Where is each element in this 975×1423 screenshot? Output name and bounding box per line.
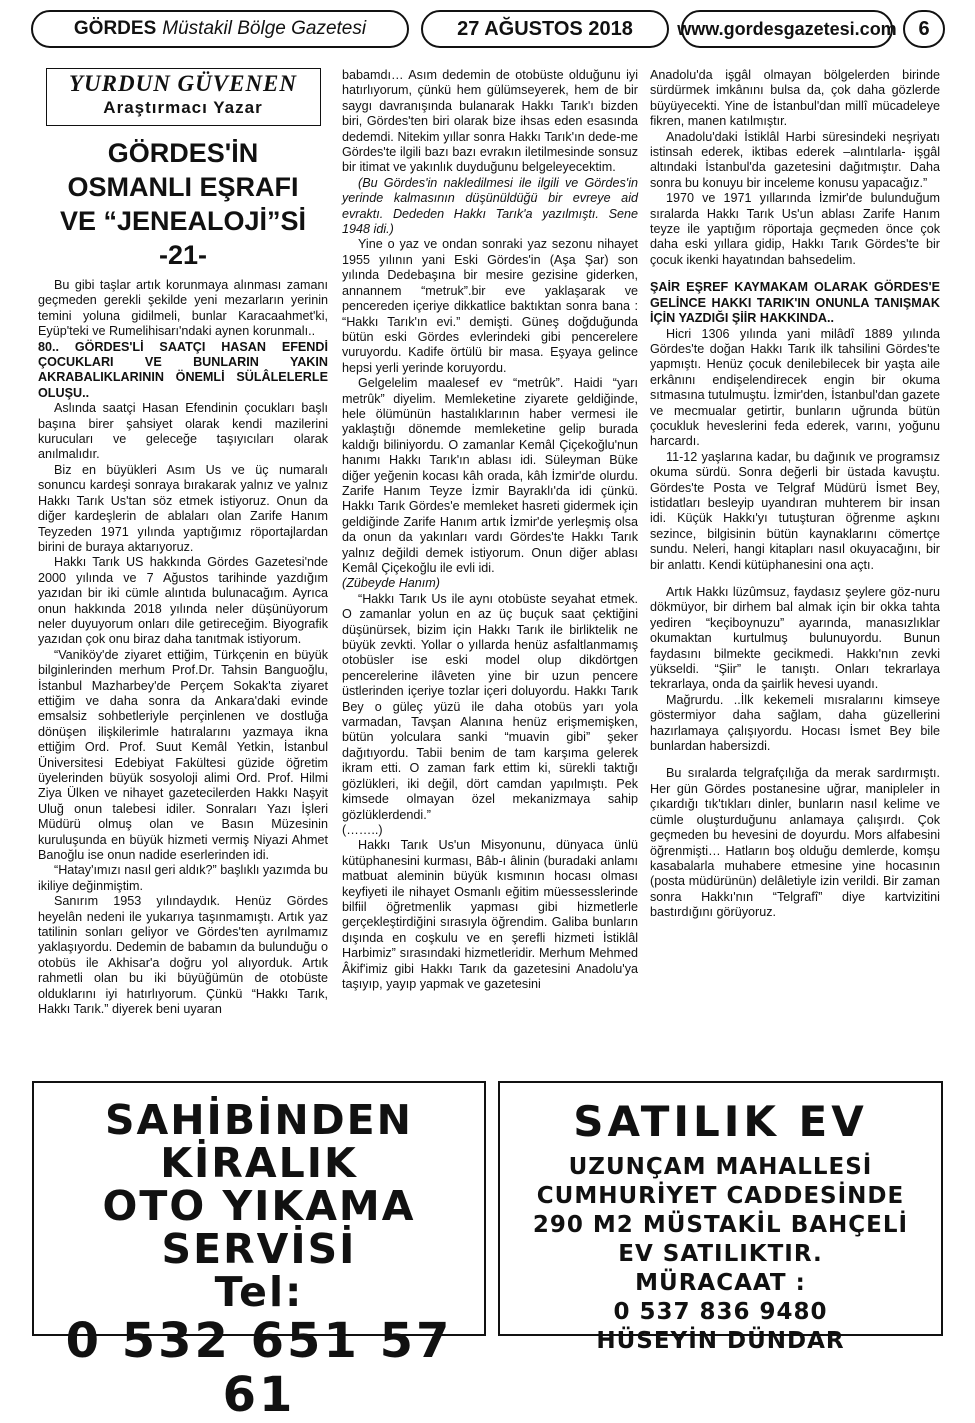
paragraph: Hakkı Tarık Us'un Misyonunu, dünyaca ünlü kütüphanesini kurması, Bâb-ı âlinin (buradaki anlamı matbuat aleminin büyük kısmının hocası olması keyfiyeti ile nihayet Osmanlı eğitim müessesslerinde bilfiil öğretmenlik yapması gibi hizmetlerle gerçekleştirdiğini sırasıyla öğrendim. Galiba bunların dışında en coşkulu ve en şerefli hizmeti İstiklâl Harbimiz” sırasındaki hizmetleridir. Merhum Mehmed Âkif'imiz gibi Hakkı Tarık da gazetesini Anadolu'ya taşıyıp, yayıp yapmak ve gazetesini <box>342 838 638 991</box>
paragraph: (Zübeyde Hanım) <box>342 576 440 591</box>
paper-subtitle: Müstakil Bölge Gazetesi <box>162 18 367 39</box>
classified-ad-house-sale <box>498 1081 943 1354</box>
page-header <box>31 10 943 50</box>
ad-phone: 0 537 836 9480 <box>613 1299 828 1325</box>
ad-line: KİRALIK <box>160 1139 358 1187</box>
paragraph: Sanırım 1953 yılındaydık. Henüz Gördes heyelân nedeni ile yukarıya taşınmamıştı. Artık yaz tatilinin sonları geliyor ve Gördes'ten ayrılmamız yaklaşıyordu. Dedemin de babamın da bulunduğu o otobüs ile Akhisar'a doğru yol alıyorduk. Artık rahmetli olan bu iki büyüğümün de otobüste olduklarını iyi hatırlıyorum. Çünkü “Hakkı Tarık, Hakkı Tarık.” diyerek beni uyaran <box>38 894 328 1017</box>
paragraph: “Hatay'ımızı nasıl geri aldık?” başlıklı yazımda bu ikiliye değinmiştim. <box>38 863 328 893</box>
headline-line: OSMANLI EŞRAFI <box>67 172 299 202</box>
ad-line: SAHİBİNDEN <box>104 1096 413 1144</box>
ad-phone: 0 532 651 57 61 <box>65 1313 453 1423</box>
website-link[interactable]: www.gordesgazetesi.com <box>681 10 893 48</box>
ad-line: CUMHURİYET CADDESİNDE <box>536 1183 905 1209</box>
ad-line: OTO YIKAMA <box>102 1182 416 1230</box>
ad-line: UZUNÇAM MAHALLESİ <box>568 1154 873 1180</box>
paragraph: Anadolu'da işgâl olmayan bölgelerden birinde sürdürmek imkânını bulsa da, çok daha gözlerde büyüyecekti. Yine de İstanbul'dan millî mücadeleye fikren, manen katılmıştır. <box>650 68 940 129</box>
section-heading: 80.. GÖRDES'Lİ SAATÇI HASAN EFENDİ ÇOCUKLARI VE BUNLARIN YAKIN AKRABALIKLARININ ÖNEMLİ SÜLÂLELERLE OLUŞU.. <box>38 339 328 400</box>
paragraph: Anadolu'daki İstiklâl Harbi süresindeki neşriyatı istinsah ederek, iktibas ederek –alıntılarla- işgâl altındaki İstanbul'da gazetesini dağıtmıştır. Daha sonra bu konuyu bir inceleme konusu yapacağız.” <box>650 129 940 190</box>
paragraph: (Bu Gördes'in nakledilmesi ile ilgili ve Gördes'in yerinde kalmasının düşünüldüğü bir evreye aid evraktı. Dededen Hakkı Tarık'a yazılmıştı. Sene 1948 idi.) <box>342 175 638 237</box>
paragraph: “Vaniköy'de ziyaret ettiğim, Türkçenin en büyük bilginlerinden merhum Prof.Dr. Tahsin Banguoğlu, İstanbul Mazharbey'de Perçem Sokak'ta ziyaret ettiğim ve daha sonra da Ankara'daki evinde emsalsiz sohbetleriyle perçinlenen ve dostluğa dönüşen ilişkilerimle hatıralarını yazmaya ikna ettiğim Ord. Prof. Suut Kemâl Yetkin, İstanbul Üniversitesi Edebiyat Fakültesi güzide öğretim üyelerinden büyük sosyoloji alimi Ord. Prof. Hilmi Ziya Ülken ve nihayet gazetecilerden Hakkı Naşyit Uluğ onun talebesi idiler. Sonraları Yazı İşleri Müdürü olmuş olan ve Basın Müzesinin kuruluşunda en büyük hizmeti vermiş Niyazi Ahmet Banoğlu ise onun nadide eserlerinden idi. <box>38 647 328 863</box>
paragraph: Mağrurdu. ..İlk kekemeli mısralarını kimseye göstermiyor daha sağlam, daha güzellerini hazırlamaya çalışıyordu. Hocası İsmet Bey bile bunlardan habersizdi. <box>650 692 940 754</box>
headline-line: VE “JENEALOJİ”Sİ -21- <box>59 206 307 270</box>
paragraph: (……..) <box>342 822 383 837</box>
paragraph: Biz en büyükleri Asım Us ve üç numaralı sonuncu kardeşi sonraya bırakarak yalnız ve yalnız Hakkı Tarık Us'tan söz etmek istiyoruz. Onun da diğer kardeşlerin de ablaları olan Zarife Hanım Teyzeden 1971 yılında yaptığımız röportajlardan birini de buraya aktarıyoruz. <box>38 462 328 554</box>
headline-line: GÖRDES'İN <box>107 138 259 168</box>
paragraph: Gelgelelim maalesef ev “metrûk”. Haidi “yarı metrûk” diyelim. Memleketine ziyarete geldiğinde, hele ölümünün hastalıklarının haber vermesi ile yaklaştığı dönemde memleketine gelip burada kaldığı biliniyordu. O zamanlar Kemâl Çiçekoğlu'nun hanımı Hakkı Tarık'ın ablası idi. Süleyman Büke diğer yeğenin kocası kâh orada, kâh İzmir'de olurdu. Zarife Hanım Teyze İzmir Bayraklı'da idi çünkü. Hakkı Tarık Gördes'e memleket hasreti gidermek için geldiğinde Zarife Hanım artık İzmir'de yerleşmiş olsa da onun da yakınları vardı Gördes'te Hakkı Tarık yalnız değildi demek istiyorum. Onun diğer ablası Kemâl Çiçekoğlu ile evli idi. <box>342 376 638 575</box>
classified-ad-car-wash <box>32 1081 486 1423</box>
paragraph: Artık Hakkı lüzûmsuz, faydasız şeylere göz-nuru dökmüyor, bir dirhem bal almak için bir okka tahta yediren “keçiboynuzu” ayarında, manasızlıklar okumaktan kurtulmuş bulunuyordu. Bunun faydasını bilmekte gecikmedi. Hakkı'nın zevki yükseldi. “Şiir” le tanıştı. Onları tekrarlaya tekrarlaya, onda da şairlik hevesi uyandı. <box>650 585 940 692</box>
author-name: YURDUN GÜVENEN <box>68 71 298 96</box>
ad-contact-name: HÜSEYİN DÜNDAR <box>596 1328 845 1354</box>
paragraph: babamdı… Asım dedemin de otobüste olduğunu iyi hatırlıyorum, çünkü hem gülümseyerek, hem de bir saygı davranışında bulanarak Hakkı Tarık'ı bizden biri, Gördes'ten biri olarak bize ihsas eden esasında dedemdi. Nitekim yıllar sonra Hakkı Tarık'ın dede-me Gördes'te ilgili bazı bazı evrakın iletilmesinde sonsuz bir itimat ve yakınlık duyduğunu belgeleyecektim. <box>342 68 638 175</box>
ad-line: EV SATILIKTIR. <box>618 1241 823 1267</box>
issue-date: 27 AĞUSTOS 2018 <box>421 10 669 48</box>
article-headline <box>38 136 328 272</box>
paragraph: Bu sıralarda telgrafçılığa da merak sardırmıştı. Her gün Gördes postanesine uğrar, manipleler in çıkardığı tık'tıkları dinler, bunların nasıl kelime ve cümle oluşturduğunu anlamaya çalışırdı. Çok geçmeden bu hevesini de doyurdu. Mors alfabesini öğrenmişti… Hatların boş olduğu demlerde, komşu kasabalarla muhabere etmesine yine hocasının (posta müdürünün) delâletiyle izin verildi. Bir zaman sonra Hakkı'nın “Telgrafî” diye kartvizitini bastırdığını görüyoruz. <box>650 766 940 920</box>
ad-line: SERVİSİ <box>161 1225 357 1273</box>
ad-title: SATILIK EV <box>573 1097 868 1146</box>
paragraph: Hakkı Tarık US hakkında Gördes Gazetesi'nde 2000 yılında ve 7 Ağustos tarihinde yazdığım yazıdan bir iki cümle alıntıda bulunacağım. Ayrıca onun hakkında 2018 yılında neler düşünüyorum neler duyuyorum onları dile getireceğim. Biyografik yazıdan çok onu biraz daha tanıtmak istiyorum. <box>38 555 328 647</box>
ad-line: 290 M2 MÜSTAKİL BAHÇELİ <box>532 1212 909 1238</box>
masthead-name <box>31 10 409 48</box>
paragraph: 1970 ve 1971 yıllarında İzmir'de bulunduğum sıralarda Hakkı Tarık Us'un ablası Zarife Hanım teyze ile yaptığım röportaja geçmeden önce çok daha eski yıllara gidip, Hakkı Tarık Gördes'te bir çocuk ikenki hayatından bahsedelim. <box>650 191 940 267</box>
ad-line: MÜRACAAT : <box>635 1270 806 1296</box>
ad-line: Tel: <box>214 1268 304 1316</box>
paragraph: Aslında saatçi Hasan Efendinin çocukları başlı başına birer şahsiyet olarak kendi mazilerini kurucuları ve geleceğe taşıyıcıları olarak anılmalıdır. <box>38 401 328 462</box>
paragraph: Yine o yaz ve ondan sonraki yaz sezonu nihayet 1955 yılının yani Eski Gördes'in (Aşa Şar) son yılında Dedebaşına bir mesire gezisine giderken, annannem “metruk”.bir eve yaklaşarak ve pencereden içeriye dikkatlice baktıktan sonra bana : “Hakkı Tarık'ın evi.” demişti. Güneş doğduğunda bütün eski Gördes evlerindeki gibi pencerelere vuruyordu. Kadife örtülü bir masa. Eşyaya gelince hepsi yerli yerinde koruyordu. <box>342 237 638 375</box>
author-role: Araştırmacı Yazar <box>103 98 263 117</box>
paragraph: 11-12 yaşlarına kadar, bu dağınık ve programsız okuma sürdü. Sonra değerli bir üstada kavuştu. Gördes'te Posta ve Telgraf Müdürü İsmet Bey, istidatları besleyip uyandıran muhterem bir insan idi. Küçük Hakkı'yı tutuşturan öğrenme aşkını sezince, bilgisinin bütün kaynaklarını cömertçe sundu. Neleri, hangi kitapları nasıl okuyacağını, bir bir anlattı. Kendi kütüphanesini ona açtı. <box>650 449 940 572</box>
paragraph: “Hakkı Tarık Us ile aynı otobüste seyahat etmek. O zamanlar yolun en az üç buçuk saat çektiğini düşünürsek, bizim için Hakkı Tarık ile birliktelik ne büyük zevkti. Yollar o yıllarda henüz asfaltlanmamış otobüsler ise eski model olup dikdörtgen pencerelerine ilâveten yine bir uzun pencere üstlerinden içeriye tozlar içeri doluyordu. Hakkı Tarık Bey o güleç yüzü ile daha otobüs yarı yola varmadan, Tavşan Alanına henüz erişmemişken, bütün yolculara sanki “muavin gibi” şeker dağıtıyordu. Tabii benim de tam karşıma gelerek ikram etti. O zaman fark ettim ki, sürekli taktığı gözlükleri, iki değil, dört camdan yapılmıştı. Pek kimsede olmayan özel mekanizmaya sahip gözlüklerdendi.” <box>342 591 638 822</box>
article-column-3 <box>650 68 940 921</box>
paragraph: Hicri 1306 yılında yani milâdî 1889 yılında Gördes'te doğan Hakkı Tarık ilk tahsilini Gördes'te yapmıştı. Henüz çocuk denilebilecek bir yaşta aile erkânını endişelendirecek engin bir okuma sıtmasına tutulmuştu. İzmir'den, İstanbul'dan gazete ve mecmualar getirtir, bunların uğrunda bütün çocukluk heveslerini feda ederek, varını, yoğunu harcardı. <box>650 326 940 449</box>
author-box <box>46 68 321 126</box>
article-column-1 <box>38 68 328 1018</box>
page-number: 6 <box>903 10 945 48</box>
paper-name: GÖRDES <box>73 18 157 39</box>
paragraph: Bu gibi taşlar artık korunmaya alınması zamanı geçmeden gerekli şekilde yeni mezarların yerinin temini yoluna gidilmeli, bunlar Karacaahmet'ki, Eyüp'teki ve Rumelihisarı'ndaki aynen korunmalı.. <box>38 278 328 339</box>
section-heading: ŞAİR EŞREF KAYMAKAM OLARAK GÖRDES'E GELİNCE HAKKI TARIK'IN ONUNLA TANIŞMAK İÇİN YAZDIĞI ŞİİR HAKKINDA.. <box>650 280 940 326</box>
article-column-2 <box>342 68 638 992</box>
